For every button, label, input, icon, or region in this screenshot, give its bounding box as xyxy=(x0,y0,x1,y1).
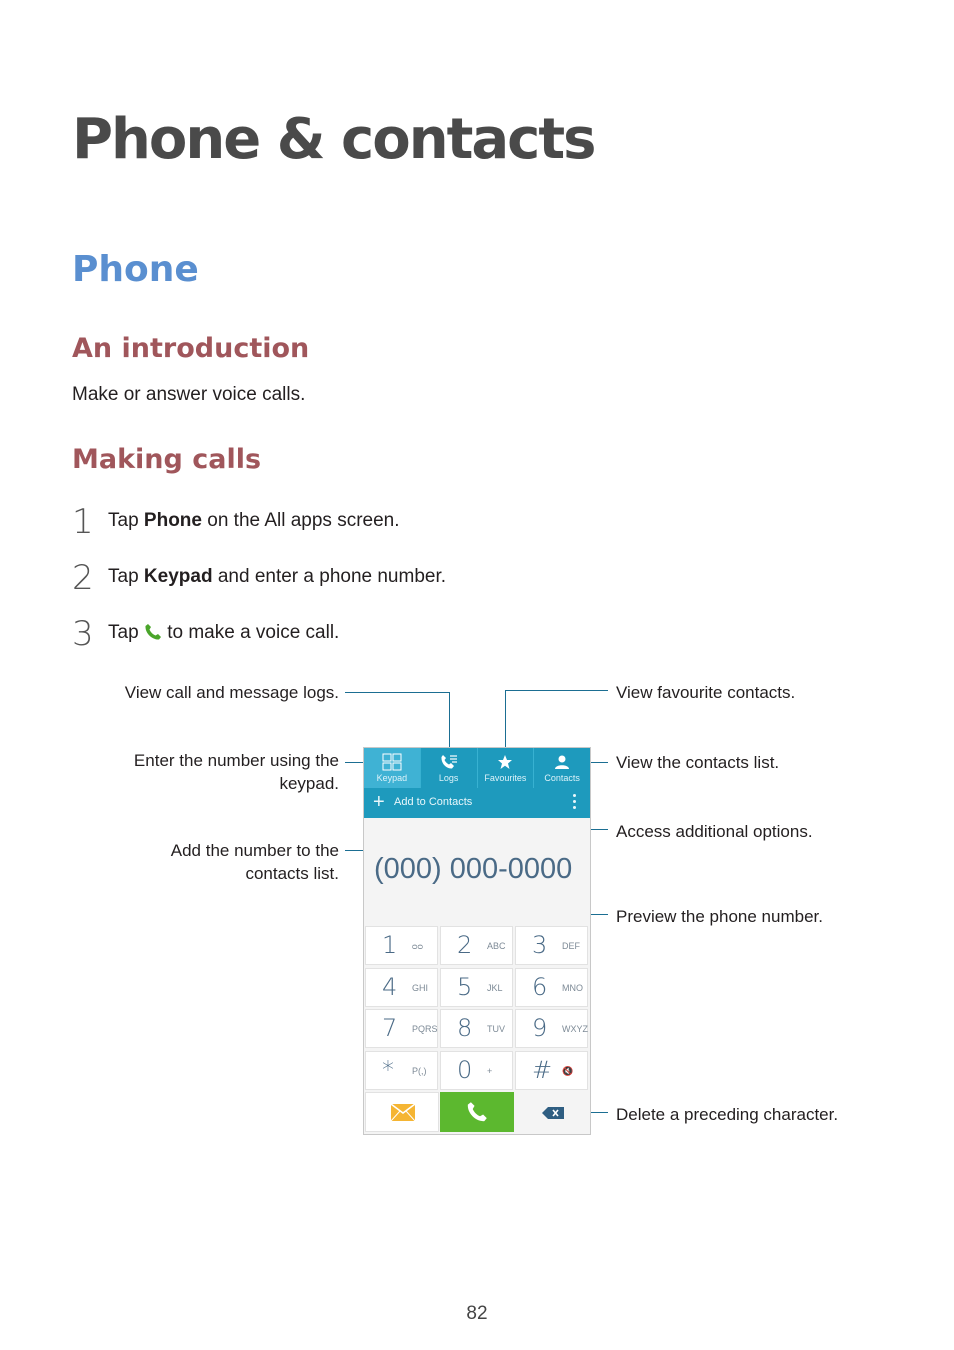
callout-delete: Delete a preceding character. xyxy=(616,1105,839,1124)
dial-key-digit: 0 xyxy=(457,1055,473,1084)
dial-key-letters: ᴑᴑ xyxy=(412,941,423,951)
dial-key-digit: # xyxy=(532,1055,553,1084)
more-options-icon[interactable] xyxy=(573,794,576,812)
callout-add: Add the number to the contacts list. xyxy=(170,841,339,883)
dial-key-letters: 🔇 xyxy=(562,1065,574,1076)
add-to-contacts-bar xyxy=(364,788,590,818)
message-button[interactable] xyxy=(365,1092,439,1132)
step-3: Tap to make a voice call. xyxy=(108,622,339,647)
call-button[interactable] xyxy=(440,1092,514,1132)
keypad-icon xyxy=(364,752,420,772)
dial-key-digit: 1 xyxy=(382,931,398,959)
backspace-icon xyxy=(542,1106,564,1124)
dial-key-letters: P(,) xyxy=(412,1065,427,1076)
number-display xyxy=(364,818,590,924)
callout-preview: Preview the phone number. xyxy=(616,907,823,926)
logs-icon xyxy=(421,752,477,772)
dial-key[interactable] xyxy=(515,968,588,1007)
tab-favourites[interactable]: Favourites xyxy=(478,748,535,788)
dial-key-letters: + xyxy=(487,1065,493,1076)
page-number: 82 xyxy=(466,1303,488,1324)
dial-key-letters: ABC xyxy=(487,941,506,951)
dial-key-letters: GHI xyxy=(412,982,429,993)
dial-key-digit: 5 xyxy=(457,972,473,1001)
dial-key[interactable] xyxy=(440,1009,513,1048)
dial-key[interactable] xyxy=(440,1051,513,1090)
step-1: Tap Phone on the All apps screen. xyxy=(108,510,400,531)
dial-key-letters: JKL xyxy=(487,982,503,993)
dial-key-digit: 2 xyxy=(457,931,473,959)
tab-keypad[interactable]: Keypad xyxy=(364,748,421,788)
dial-key-digit: 4 xyxy=(382,972,398,1001)
leader-line xyxy=(449,692,450,754)
phone-icon xyxy=(466,1101,488,1128)
section-heading: Phone xyxy=(72,249,199,290)
step-number: 3 xyxy=(72,614,94,654)
star-icon xyxy=(478,752,534,772)
step-number: 1 xyxy=(72,502,94,542)
tab-logs[interactable]: Logs xyxy=(421,748,478,788)
dial-key-letters: DEF xyxy=(562,941,580,951)
dial-key[interactable] xyxy=(365,1009,438,1048)
callout-logs: View call and message logs. xyxy=(124,683,339,702)
envelope-icon xyxy=(391,1104,415,1126)
callout-keypad: Enter the number using the keypad. xyxy=(133,751,339,793)
callout-contacts: View the contacts list. xyxy=(616,753,780,772)
dial-key[interactable] xyxy=(515,1051,588,1090)
dial-key-letters: MNO xyxy=(562,982,583,993)
tab-bar xyxy=(364,748,590,788)
leader-line xyxy=(345,692,450,693)
plus-icon[interactable]: + xyxy=(373,791,385,813)
phone-screen xyxy=(363,747,591,1135)
page-title: Phone & contacts xyxy=(72,107,595,172)
dial-key-digit: 6 xyxy=(532,972,548,1001)
dial-key[interactable] xyxy=(515,926,588,965)
dial-key-letters: WXYZ xyxy=(562,1024,588,1034)
dial-key-digit: 9 xyxy=(532,1014,548,1042)
phone-icon xyxy=(144,623,162,647)
leader-line xyxy=(505,690,608,691)
dial-key-letters: TUV xyxy=(487,1024,505,1034)
step-2: Tap Keypad and enter a phone number. xyxy=(108,566,447,587)
dial-key-digit: * xyxy=(382,1055,394,1084)
dial-key[interactable] xyxy=(440,968,513,1007)
callout-favourites: View favourite contacts. xyxy=(616,683,796,702)
step-number: 2 xyxy=(72,558,94,598)
dial-key[interactable] xyxy=(440,926,513,965)
callout-options: Access additional options. xyxy=(616,822,813,841)
dial-key-letters: PQRS xyxy=(412,1024,438,1034)
dial-key[interactable] xyxy=(365,926,438,965)
dial-key-digit: 3 xyxy=(532,931,548,959)
add-to-contacts-button[interactable]: Add to Contacts xyxy=(394,796,473,808)
dial-key[interactable] xyxy=(515,1009,588,1048)
tab-contacts[interactable]: Contacts xyxy=(534,748,590,788)
intro-heading: An introduction xyxy=(72,333,310,364)
dial-key[interactable] xyxy=(365,968,438,1007)
dial-key[interactable] xyxy=(365,1051,438,1090)
delete-button[interactable] xyxy=(515,1092,589,1132)
person-icon xyxy=(534,752,590,772)
phone-number: (000) 000-0000 xyxy=(374,853,573,885)
dial-key-digit: 8 xyxy=(457,1014,473,1042)
making-calls-heading: Making calls xyxy=(72,444,262,475)
dial-key-digit: 7 xyxy=(382,1014,398,1042)
leader-line xyxy=(505,690,506,754)
intro-text: Make or answer voice calls. xyxy=(72,384,306,405)
